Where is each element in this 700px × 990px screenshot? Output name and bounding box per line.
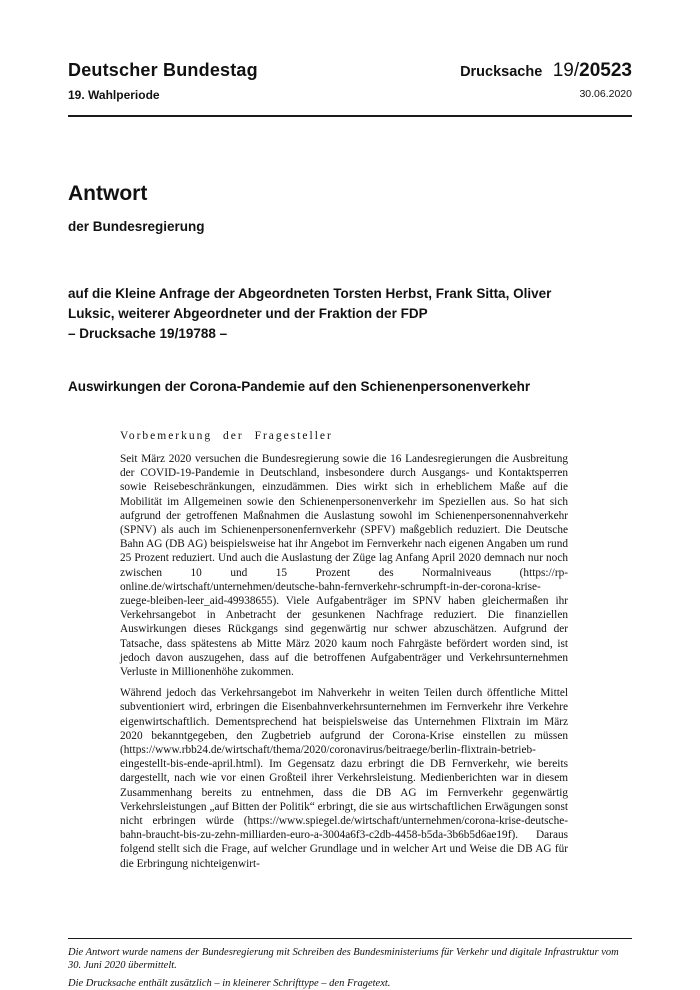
document-body (120, 430, 568, 878)
reference-request-line: auf die Kleine Anfrage der Abgeordneten Torsten Herbst, Frank Sitta, Oliver Luksic, weiterer Abgeordneter und der Fraktion der FDP (68, 286, 552, 321)
reference-block (68, 284, 588, 344)
document-footer (68, 946, 632, 990)
reference-drucksache-line: – Drucksache 19/19788 – (68, 326, 228, 341)
body-paragraph-2: Während jedoch das Verkehrsangebot im Nahverkehr in weiten Teilen durch öffentliche Mittel subventioniert wird, erbringen die Eisenbahnverkehrsunternehmen im Fernverkehr ihre Verkehre eigenwirtschaftlich. Dementsprechend hat beispielsweise das Unternehmen Flixtrain im März 2020 bekanntgegeben, den Zugbetrieb aufgrund der Corona-Krise einstellen zu müssen (https://www.rbb24.de/wirtschaft/thema/2020/coronavirus/beitraege/berlin-flixtrain-betrieb-eingestellt-bis-ende-april.html). Im Gegensatz dazu erbringt die DB Fernverkehr, wie bereits dargestellt, nach wie vor einen Großteil ihrer Verkehrsleistung. Medienberichten war in diesem Zusammenhang bereits zu entnehmen, dass die DB AG im Fernverkehr gegenwärtig Verkehrsleistungen „auf Bitten der Politik“ erbringt, die sie aus wirtschaftlichen Erwägungen sonst nicht erbringen würde (https://www.spiegel.de/wirtschaft/unternehmen/corona-krise-deutsche-bahn-braucht-bis-zu-zehn-milliarden-euro-a-3004a6f3-c2db-4458-b5da-3b6b5d6ae19f). Daraus folgend stellt sich die Frage, auf welcher Grundlage und in welcher Art und Weise die DB AG für die Erbringung nichteigenwirt- (120, 687, 568, 870)
document-header (68, 60, 632, 102)
institution-name: Deutscher Bundestag (68, 60, 258, 80)
drucksache-label: Drucksache (460, 64, 543, 80)
drucksache-line (460, 60, 632, 82)
legislative-period: 19. Wahlperiode (68, 88, 160, 102)
title-block (68, 182, 205, 234)
drucksache-number-prefix: 19/ (552, 60, 580, 81)
document-date: 30.06.2020 (579, 88, 632, 100)
body-paragraph-1: Seit März 2020 versuchen die Bundesregierung sowie die 16 Landesregierungen die Ausbreitung der COVID-19-Pandemie in Deutschland, insbesondere durch Ausgangs- und Kontaktsperren sowie Reisebeschränkungen, einzudämmen. Dies wirkt sich in erheblichem Maße auf die Mobilität im Allgemeinen sowie den Schienenpersonenverkehr im Speziellen aus. So hat sich aufgrund der getroffenen Maßnahmen die Auslastung sowohl im Schienenpersonennahverkehr (SPNV) als auch im Schienenpersonenfernverkehr (SPFV) maßgeblich reduziert. Die Deutsche Bahn AG (DB AG) beispielsweise hat ihr Angebot im Fernverkehr nach eigenen Angaben um rund 25 Prozent reduziert. Und auch die Auslastung der Züge lag Anfang April 2020 demnach nur noch zwischen 10 und 15 Prozent des Normalniveaus (https://rp-online.de/wirtschaft/unternehmen/deutsche-bahn-fernverkehr-schrumpft-in-der-corona-krise-zuege-bleiben-leer_aid-49938655). Viele Aufgabenträger im SPNV haben gleichermaßen ihr Verkehrsangebot in Anbetracht der gesunkenen Nachfrage reduziert. Die finanziellen Auswirkungen dieses Rückgangs sind gegenwärtig nur schwer abzuschätzen. Aufgrund der Tatsache, dass spätestens ab Mitte März 2020 kaum noch Fahrgäste befördert worden sind, ist jedoch davon auszugehen, dass auf die betroffenen Aufgabenträger und Verkehrsunternehmen Verluste in Millionenhöhe zukommen. (120, 453, 568, 679)
footer-divider (68, 938, 632, 939)
document-subtitle: der Bundesregierung (68, 219, 205, 234)
footer-note-transmission: Die Antwort wurde namens der Bundesregierung mit Schreiben des Bundesministeriums für Verkehr und digitale Infrastruktur vom 30. Juni 2020 übermittelt. (68, 947, 619, 971)
drucksache-number: 20523 (579, 60, 632, 81)
footer-note-typography: Die Drucksache enthält zusätzlich – in kleinerer Schrifttype – den Fragetext. (68, 978, 391, 989)
header-left (68, 60, 258, 102)
header-right (460, 60, 632, 100)
document-title: Antwort (68, 182, 148, 205)
header-divider (68, 115, 632, 117)
subject-title: Auswirkungen der Corona-Pandemie auf den Schienenpersonenverkehr (68, 379, 531, 394)
preface-heading: Vorbemerkung der Fragesteller (120, 430, 333, 442)
